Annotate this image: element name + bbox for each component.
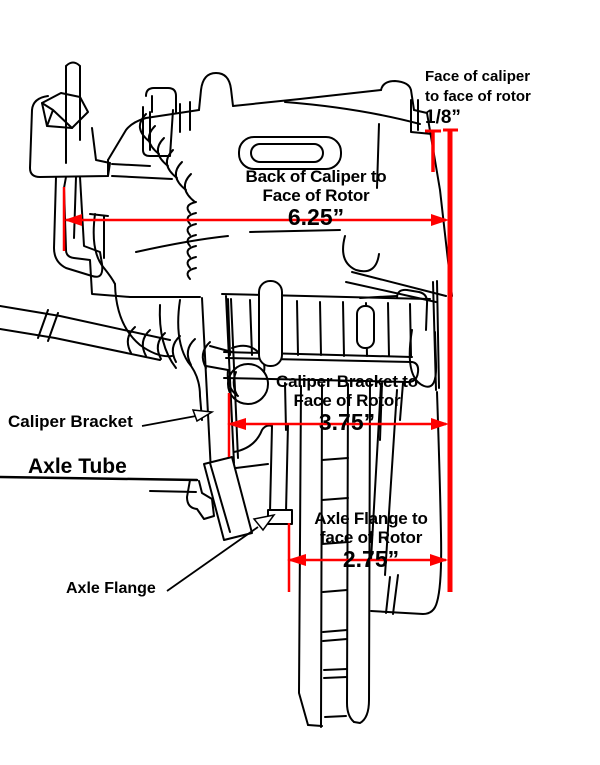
axle-flange-part-label: Axle Flange	[66, 580, 156, 597]
caliper-bracket-leader-arrow	[142, 410, 212, 426]
face-of-caliper-line1: Face of caliper	[425, 68, 531, 85]
axle-tube-part-label: Axle Tube	[28, 455, 127, 478]
caliper-bracket-callout	[227, 372, 467, 435]
back-of-caliper-line2: Face of Rotor	[262, 186, 370, 205]
face-of-caliper-line2: to face of rotor	[425, 88, 531, 105]
back-of-caliper-value: 6.25”	[287, 204, 345, 230]
caliper-bracket-line1: Caliper Bracket to	[276, 372, 418, 391]
spring-boot	[115, 114, 196, 356]
face-of-caliper-value: 1/8”	[425, 107, 461, 128]
axle-flange-value: 2.75”	[342, 546, 400, 572]
face-of-caliper-callout	[425, 67, 590, 129]
axle-flange-hub	[0, 424, 292, 540]
knuckle-and-bolt	[30, 63, 172, 285]
caliper-bracket-part-label: Caliper Bracket	[8, 412, 133, 431]
axle-flange-line1: Axle Flange to	[314, 509, 428, 528]
axle-flange-line2: face of Rotor	[319, 528, 423, 547]
back-of-caliper-line1: Back of Caliper to	[245, 167, 387, 186]
caliper-bracket-line2: Face of Rotor	[293, 391, 401, 410]
back-of-caliper-callout	[196, 167, 436, 230]
caliper-bracket-value: 3.75”	[318, 409, 376, 435]
axle-flange-callout	[251, 509, 491, 572]
